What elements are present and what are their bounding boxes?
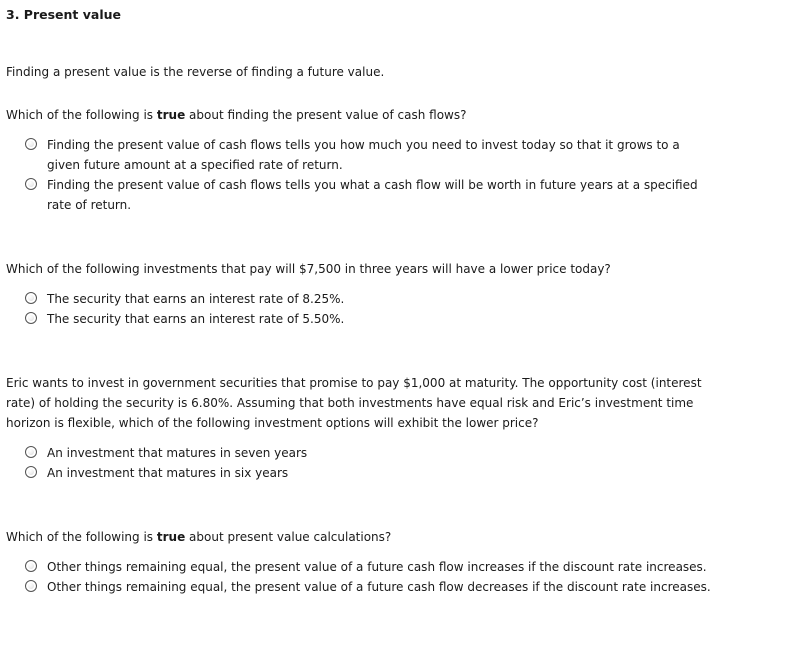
page-title: 3. Present value: [6, 7, 121, 22]
question-4-options: [25, 557, 725, 597]
question-1-text-post: about finding the present value of cash flows?: [185, 108, 467, 122]
radio-button-icon[interactable]: [25, 446, 37, 458]
option-label: The security that earns an interest rate of 5.50%.: [47, 312, 345, 326]
radio-button-icon[interactable]: [25, 178, 37, 190]
question-3-option-b[interactable]: [25, 463, 715, 483]
question-4-option-a[interactable]: [25, 557, 725, 577]
option-label: Finding the present value of cash flows tells you how much you need to invest today so that it grows to a given future amount at a specified rate of return.: [47, 138, 680, 172]
radio-button-icon[interactable]: [25, 580, 37, 592]
option-label: Other things remaining equal, the present value of a future cash flow decreases if the discount rate increases.: [47, 580, 711, 594]
question-3-options: [25, 443, 715, 483]
question-1-text-pre: Which of the following is: [6, 108, 157, 122]
radio-button-icon[interactable]: [25, 138, 37, 150]
question-3-prompt: Eric wants to invest in government securities that promise to pay $1,000 at maturity. The opportunity cost (interest rate) of holding the security is 6.80%. Assuming that both investments have equal risk and Eric’s investment time horizon is flexible, which of the following investment options will exhibit the lower price?: [6, 376, 702, 430]
question-4-option-b[interactable]: [25, 577, 725, 597]
radio-button-icon[interactable]: [25, 312, 37, 324]
question-2-option-a[interactable]: [25, 289, 715, 309]
question-2-options: [25, 289, 715, 329]
question-2-prompt: Which of the following investments that pay will $7,500 in three years will have a lower price today?: [6, 262, 611, 276]
option-label: The security that earns an interest rate of 8.25%.: [47, 292, 345, 306]
question-1-prompt: [6, 105, 711, 125]
question-4-text-bold: true: [156, 530, 186, 544]
question-1-option-a[interactable]: [25, 135, 715, 175]
intro-text: Finding a present value is the reverse of finding a future value.: [6, 65, 385, 79]
option-label: Other things remaining equal, the present value of a future cash flow increases if the discount rate increases.: [47, 560, 707, 574]
radio-button-icon[interactable]: [25, 466, 37, 478]
question-4-text-post: about present value calculations?: [185, 530, 392, 544]
question-1-options: [25, 135, 715, 215]
radio-button-icon[interactable]: [25, 292, 37, 304]
option-label: An investment that matures in six years: [47, 466, 289, 480]
question-4-prompt: [6, 527, 711, 547]
option-label: An investment that matures in seven years: [47, 446, 308, 460]
question-2-option-b[interactable]: [25, 309, 715, 329]
radio-button-icon[interactable]: [25, 560, 37, 572]
question-4-text-pre: Which of the following is: [6, 530, 157, 544]
question-1-option-b[interactable]: [25, 175, 715, 215]
question-1-text-bold: true: [156, 108, 186, 122]
question-3-option-a[interactable]: [25, 443, 715, 463]
option-label: Finding the present value of cash flows tells you what a cash flow will be worth in future years at a specified rate of return.: [47, 178, 698, 212]
